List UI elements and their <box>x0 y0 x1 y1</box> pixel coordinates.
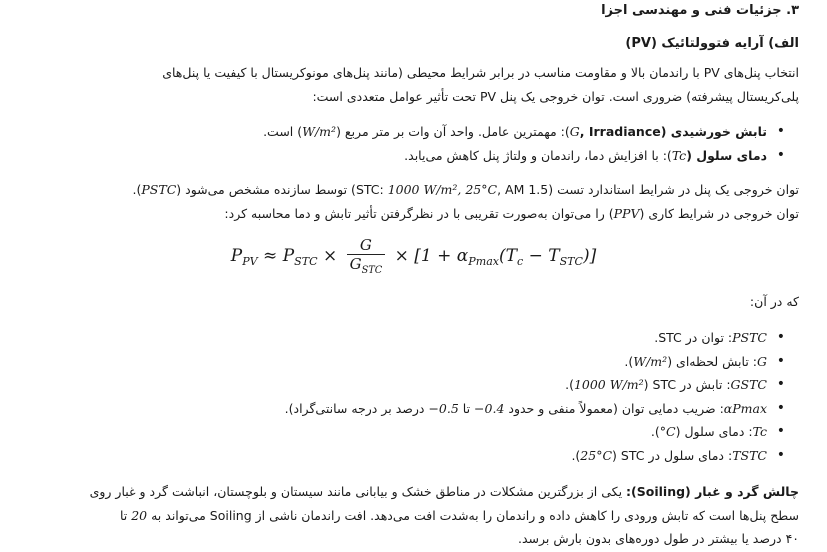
power-formula: $P_{PV} \approx P_{STC}$ × $\frac{G}{G_{STC}}$ × $[1 + \alpha_{Pmax}(T_c - T_{STC})]$ <box>230 236 597 276</box>
factor-irradiance: • تابش خورشیدی (Irradiance ,G): مهمترین عامل. واحد آن وات بر متر مربع (W/m²) است. <box>27 120 767 144</box>
where-label: که در آن: <box>749 294 799 309</box>
stc-line: توان خروجی یک پنل در شرایط استاندارد تست (STC: 1000 W/m², 25°C, AM 1.5) توسط سازنده مشخص می‌شود (PSTC). <box>132 182 799 197</box>
def-tstc: • TSTC: دمای سلول در STC (25°C). <box>27 444 767 468</box>
factor-cell-temp: • دمای سلول (Tc): با افزایش دما، راندمان و ولتاژ پنل کاهش می‌یابد. <box>27 144 767 168</box>
soiling-line-2: سطح پنل‌ها است که تابش ورودی را کاهش داده و راندمان را به‌شدت افت می‌دهد. افت راندمان ناشی از Soiling می‌تواند به 20 تا <box>119 508 799 523</box>
subsection-title: الف) آرایه فتوولتائیک (PV) <box>625 36 799 51</box>
soiling-line-3: ۴۰ درصد یا بیشتر در طول دوره‌های بدون بارش برسد. <box>517 531 799 546</box>
soiling-label: چالش گرد و غبار (Soiling): <box>626 484 799 499</box>
def-alpha: • αPmax: ضریب دمایی توان (معمولاً منفی و حدود −0.4 تا −0.5 درصد بر درجه سانتی‌گراد). <box>27 397 767 421</box>
symbol-g: G <box>569 124 580 139</box>
def-pstc: • PSTC: توان در STC. <box>27 326 767 350</box>
definition-list <box>27 326 767 467</box>
unit-wm2: W/m² <box>302 124 337 139</box>
soiling-line-1: چالش گرد و غبار (Soiling): یکی از بزرگترین مشکلات در مناطق خشک و بیابانی مانند سیستان و بلوچستان، انباشت گرد و غبار روی <box>89 484 799 499</box>
def-tc: • Tc: دمای سلول (°C). <box>27 420 767 444</box>
fraction: $\frac{G}{G_{STC}}$ <box>347 236 386 276</box>
operating-line: توان خروجی در شرایط کاری (PPV) را می‌توان به‌صورت تقریبی با در نظرگرفتن تأثیر تابش و دما محاسبه کرد: <box>224 206 799 221</box>
def-g: • G: تابش لحظه‌ای (W/m²). <box>27 350 767 374</box>
factor-list <box>27 120 767 167</box>
intro-line-2: پلی‌کریستال پیشرفته) ضروری است. توان خروجی یک پنل PV تحت تأثیر عوامل متعددی است: <box>312 89 799 104</box>
intro-line-1: انتخاب پنل‌های PV با راندمان بالا و مقاومت مناسب در برابر شرایط محیطی (مانند پنل‌های مونوکریستال با کیفیت یا پنل‌های <box>162 65 799 80</box>
section-title: ۳. جزئیات فنی و مهندسی اجزا <box>601 3 799 18</box>
symbol-tc: Tc <box>671 147 687 163</box>
def-gstc: • GSTC: تابش در STC (1000 W/m²). <box>27 373 767 397</box>
